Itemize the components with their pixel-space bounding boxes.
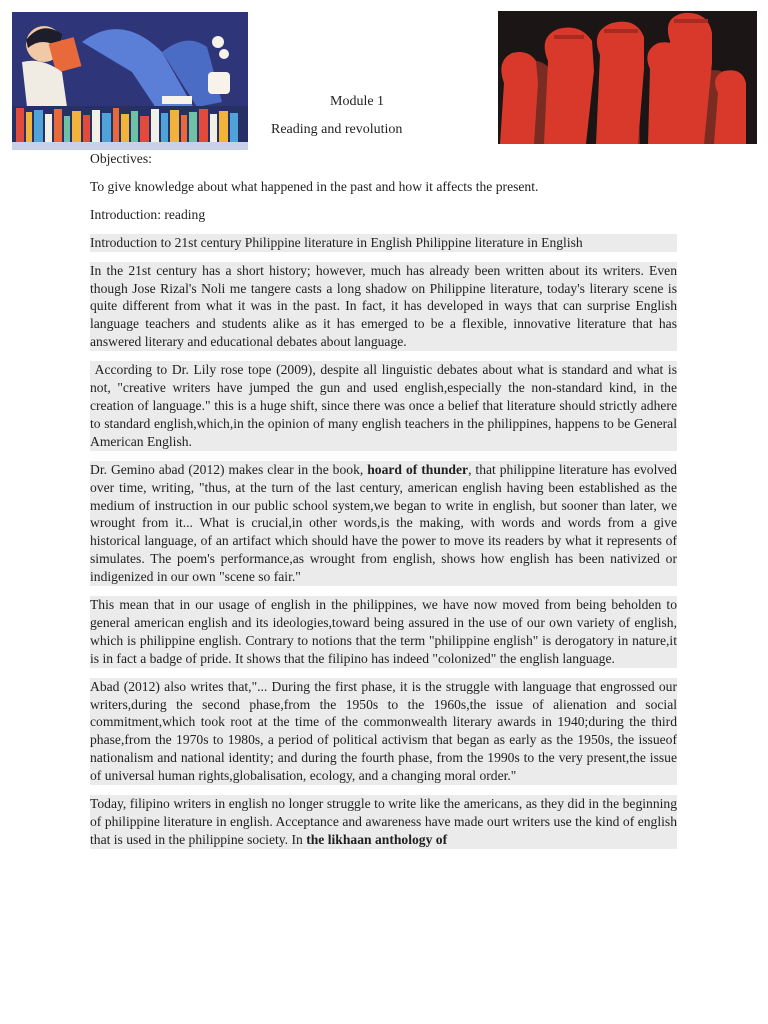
paragraph-6 [90, 795, 677, 849]
paragraph-3 [90, 461, 677, 586]
anthology-title: the likhaan anthology of [306, 831, 448, 847]
intro-heading: Introduction to 21st century Philippine literature in English Philippine literature in English [90, 234, 677, 252]
introduction-label: Introduction: reading [90, 206, 206, 222]
objectives-label: Objectives: [90, 151, 152, 166]
reader-illustration [12, 12, 248, 150]
document-body [90, 150, 681, 859]
objective-text: To give knowledge about what happened in the past and how it affects the present. [90, 178, 539, 194]
module-title: Module 1 [330, 94, 385, 109]
paragraph-1: In the 21st century has a short history; however, much has already been written about its writers. Even though Jose Rizal's Noli me tangere casts a long shadow on Philippine literature, today's literary scene is quite different from what it was in the past. In fact, it has developed in ways that can surprise English language teachers and students alike as it has emerged to be a flexible, innovative literature that has answered literary and educational debates about language. [90, 262, 677, 350]
paragraph-5: Abad (2012) also writes that,"... During the first phase, it is the struggle with language that engrossed our writers,during the second phase,from the 1950s to the 1960s,the issue of alienation and social commitment,which took root at the time of the commonwealth literary awards in 1940;during the third phase,from the 1970s to 1980s, a period of political activism that began as early as the 1950s, the issueof nationalism and national identity; and during the fourth phase, from the 1990s to the very present,the issue of universal human rights,globalisation, ecology, and a changing moral order." [90, 678, 677, 784]
paragraph-6-text: Today, filipino writers in english no longer struggle to write like the americans, as they did in the beginning of philippine literature in english. Acceptance and awareness have made ourt writers use the kind of english that is used in the philippine society. In [90, 796, 677, 847]
reader-with-books-icon [12, 12, 248, 150]
paragraph-4: This mean that in our usage of english in the philippines, we have now moved from being beholden to general american english and its ideologies,toward being assured in the use of our own variety of english, which is philippine english. Contrary to notions that the term "philippine english" is derogatory in nature,it is in fact a badge of pride. It shows that the filipino has indeed "colonized" the english language. [90, 597, 677, 666]
raised-fists-icon [498, 11, 757, 144]
paragraph-2: According to Dr. Lily rose tope (2009), despite all linguistic debates about what is standard and what is not, "creative writers have jumped the gun and used english,especially the non-standard kind, in the creation of language." this is a huge shift, since there was once a belief that literature should strictly adhere to standard english,which,in the opinion of many english teachers in the philippines, happens to be General American English. [90, 362, 681, 449]
book-title: hoard of thunder [367, 461, 469, 477]
paragraph-3-text-end: , that philippine literature has evolved over time, writing, "thus, at the turn of the last century, american english having been established as the medium of instruction in our public school system,we began to write in english, but sooner than later, we wrought from it... What is crucial,in other words,is the making, with words and words from a give historical language, of an artifact which should have the power to move its readers by what it represents of simulates. The poem's performance,as wrought from english, shows how english has been nativized or indigenized in our own "scene so fair." [90, 461, 677, 585]
raised-fists-illustration [498, 11, 757, 144]
module-subtitle: Reading and revolution [271, 122, 403, 137]
paragraph-3-text-start: Dr. Gemino abad (2012) makes clear in the book, [90, 461, 368, 477]
